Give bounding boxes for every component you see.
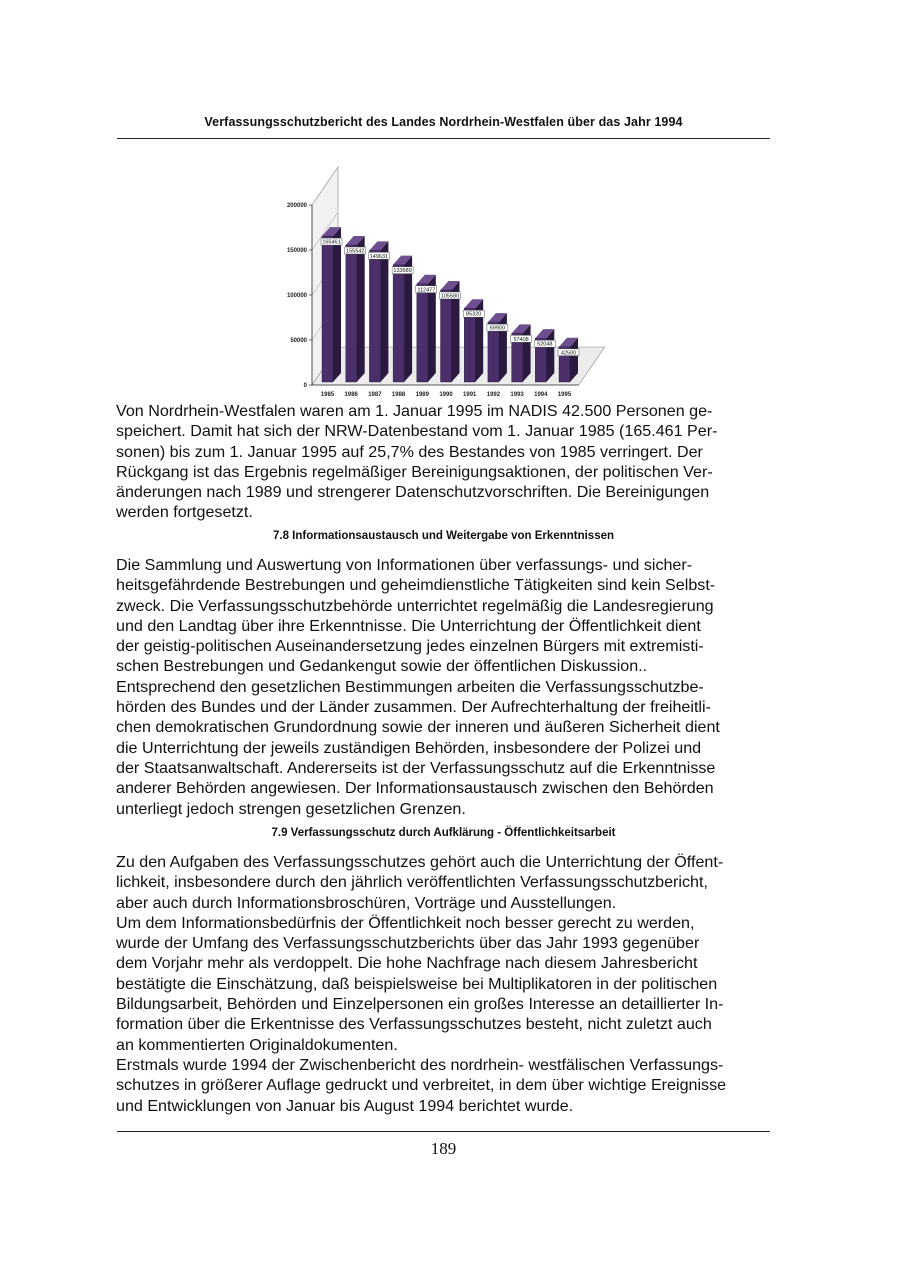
bar-side [380, 241, 388, 382]
bar-side [333, 227, 341, 382]
bar-side [523, 324, 531, 382]
text-line: Erstmals wurde 1994 der Zwischenbericht des nordrhein- westfälischen Verfassungs- [116, 1055, 724, 1074]
y-tick-label: 100000 [286, 293, 307, 299]
y-tick-label: 200000 [286, 203, 307, 209]
text-line: Entsprechend den gesetzlichen Bestimmungen arbeiten die Verfassungsschutzbe- [116, 677, 704, 696]
text-line: Rückgang ist das Ergebnis regelmäßiger Bereinigungsaktionen, der politischen Ver- [116, 462, 713, 481]
text-line: dem Vorjahr mehr als verdoppelt. Die hohe Nachfrage nach diesem Jahresbericht [116, 954, 698, 973]
data-label: 42500 [560, 350, 577, 357]
bar [464, 308, 475, 382]
data-label: 85320 [466, 311, 482, 318]
x-tick-label: 1988 [391, 392, 406, 398]
x-tick-label: 1985 [320, 392, 335, 398]
bar [369, 250, 380, 382]
text-line: änderungen nach 1989 und strengerer Datenschutzvorschriften. Die Bereinigungen [116, 483, 710, 502]
x-tick-label: 1994 [534, 392, 548, 398]
x-tick-label: 1987 [368, 392, 382, 398]
text-line: speichert. Damit hat sich der NRW-Datenbestand vom 1. Januar 1985 (165.461 Per- [116, 422, 718, 441]
paragraph-public-relations [116, 852, 788, 1116]
text-line: Bildungsarbeit, Behörden und Einzelpersonen ein großes Interesse an detaillierter In- [116, 995, 724, 1014]
paragraph-information-exchange [116, 555, 788, 819]
text-line: schutzes in größerer Auflage gedruckt und verbreitet, in dem über wichtige Ereignisse [116, 1076, 727, 1095]
text-line: unterliegt jedoch strengen gesetzlichen Grenzen. [116, 799, 466, 818]
data-label: 52048 [537, 341, 553, 348]
running-header: Verfassungsschutzbericht des Landes Nordrhein-Westfalen über das Jahr 1994 [204, 115, 683, 129]
text-line: bestätigte die Einschätzung, daß beispielsweise bei Multiplikatoren in der politischen [116, 974, 718, 993]
bar [417, 284, 428, 382]
y-tick-label: 0 [303, 383, 307, 389]
text-line: sonen) bis zum 1. Januar 1995 auf 25,7% des Bestandes von 1985 verringert. Der [116, 442, 703, 461]
text-line: werden fortgesetzt. [116, 503, 253, 522]
data-label: 112477 [417, 287, 436, 294]
data-label: 149631 [369, 253, 389, 260]
text-line: lichkeit, insbesondere durch den jährlich veröffentlichten Verfassungsschutzbericht, [116, 873, 708, 892]
text-line: anderer Behörden angewiesen. Der Informationsaustausch zwischen den Behörden [116, 779, 714, 798]
section-heading-7-8: 7.8 Informationsaustausch und Weitergabe von Erkenntnissen [272, 530, 615, 542]
footer-rule [117, 1131, 770, 1132]
paragraph-nadis-statistics [116, 401, 788, 523]
bar-side [404, 256, 412, 382]
bar [393, 265, 404, 382]
text-line: formation über die Erkentnisse des Verfassungsschutzes besteht, nicht zuletzt auch [116, 1015, 712, 1034]
data-label: 69900 [489, 325, 506, 332]
text-line: Um dem Informationsbedürfnis der Öffentlichkeit noch besser gerecht zu werden, [116, 913, 695, 932]
bar [441, 290, 452, 382]
text-line: an kommentierten Originaldokumenten. [116, 1035, 398, 1054]
header-rule [117, 138, 770, 139]
text-line: schen Bestrebungen und Gedankengut sowie der öffentlichen Diskussion.. [116, 657, 648, 676]
data-label: 133689 [393, 268, 412, 275]
text-line: chen demokratischen Grundordnung sowie der inneren und äußeren Sicherheit dient [116, 718, 720, 737]
x-tick-label: 1993 [510, 392, 524, 398]
text-line: und Entwicklungen von Januar bis August 1994 berichtet wurde. [116, 1096, 574, 1115]
x-tick-label: 1990 [439, 392, 453, 398]
x-tick-label: 1986 [344, 392, 358, 398]
bar [346, 245, 357, 382]
text-line: und den Landtag über ihre Erkenntnisse. Die Unterrichtung der Öffentlichkeit dient [116, 616, 701, 635]
nadis-bar-chart [270, 160, 630, 405]
x-tick-label: 1989 [415, 392, 429, 398]
bar-side [357, 236, 365, 382]
data-label: 57408 [513, 336, 529, 343]
data-label: 105580 [440, 293, 460, 300]
y-tick-label: 150000 [286, 248, 307, 254]
text-line: hörden des Bundes und der Länder zusammen. Der Aufrechterhaltung der freiheitli- [116, 698, 711, 717]
bar [322, 236, 333, 382]
bar-side [546, 329, 554, 382]
text-line: wurde der Umfang des Verfassungsschutzberichts über das Jahr 1993 gegenüber [116, 934, 700, 953]
x-tick-label: 1992 [486, 392, 501, 398]
text-line: zweck. Die Verfassungsschutzbehörde unterrichtet regelmäßig die Landesregierung [116, 596, 714, 615]
text-line: der geistig-politischen Auseinandersetzung jedes einzelnen Bürgers mit extremisti- [116, 637, 704, 656]
x-tick-label: 1991 [463, 392, 477, 398]
x-tick-label: 1995 [557, 392, 572, 398]
data-label: 165461 [322, 239, 341, 246]
text-line: Von Nordrhein-Westfalen waren am 1. Januar 1995 im NADIS 42.500 Personen ge- [116, 402, 713, 420]
section-heading-7-9: 7.9 Verfassungsschutz durch Aufklärung - Öffentlichkeitsarbeit [271, 827, 616, 839]
text-line: der Staatsanwaltschaft. Andererseits ist der Verfassungsschutz auf die Erkenntnisse [116, 758, 716, 777]
text-line: Zu den Aufgaben des Verfassungsschutzes gehört auch die Unterrichtung der Öffent- [116, 853, 724, 871]
text-line: aber auch durch Informationsbroschüren, Vorträge und Ausstellungen. [116, 893, 617, 912]
bar-side [499, 313, 507, 382]
text-line: heitsgefährdende Bestrebungen und geheimdienstliche Tätigkeiten sind kein Selbst- [116, 576, 716, 595]
y-tick-label: 50000 [290, 338, 307, 344]
page-number: 189 [430, 1139, 457, 1158]
text-line: Die Sammlung und Auswertung von Informationen über verfassungs- und sicher- [116, 556, 693, 574]
data-label: 155542 [346, 248, 365, 255]
text-line: die Unterrichtung der jeweils zuständigen Behörden, insbesondere der Polizei und [116, 738, 702, 757]
